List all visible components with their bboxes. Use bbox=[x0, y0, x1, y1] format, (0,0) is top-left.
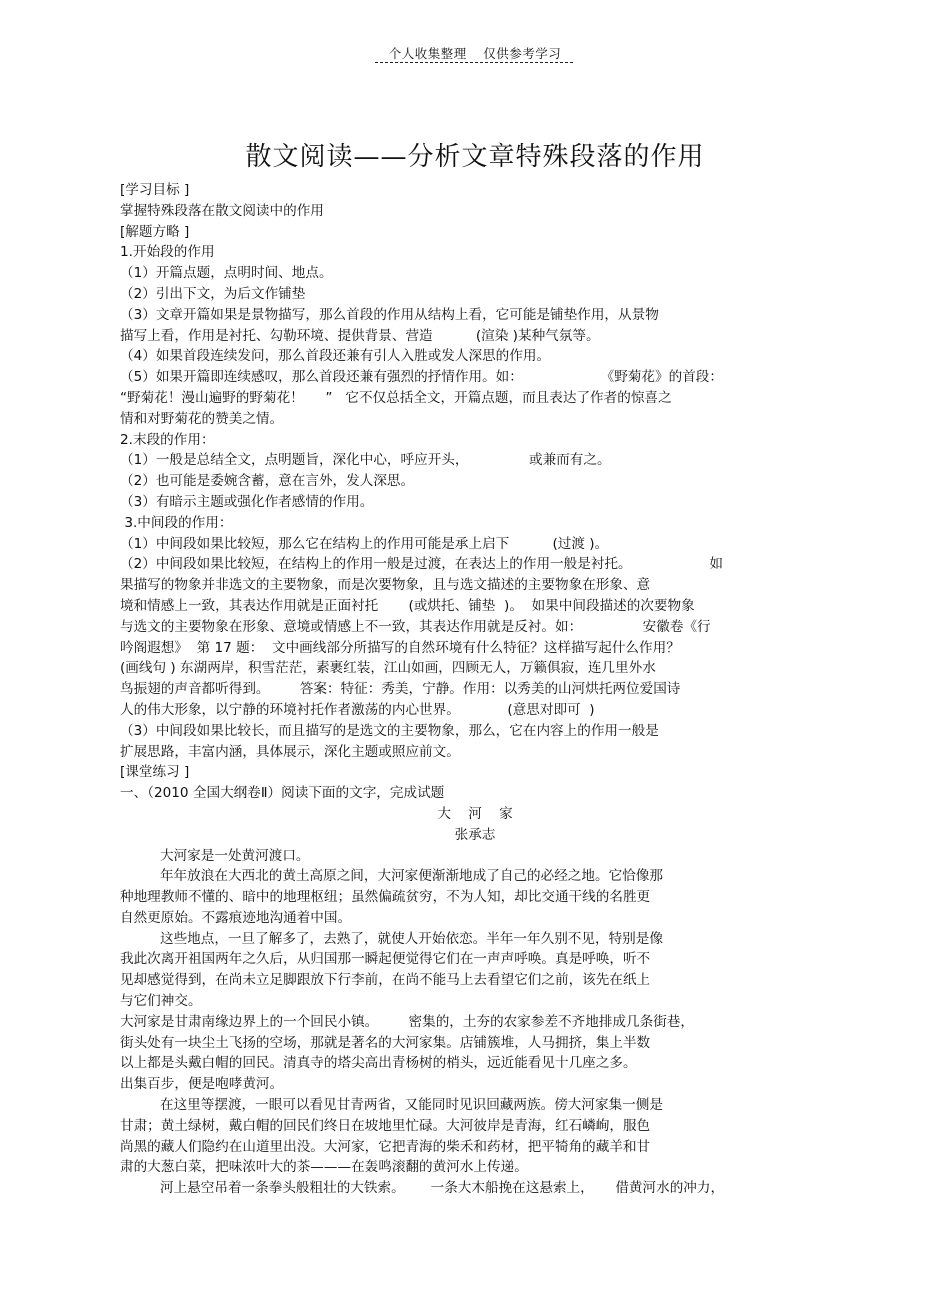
text-line: 大河家是甘肃南缘边界上的一个回民小镇。 密集的，土夯的农家参差不齐地排成几条街巷， bbox=[120, 1013, 694, 1030]
page-header bbox=[0, 44, 950, 62]
text-line: 我此次离开祖国两年之久后，从归国那一瞬起便觉得它们在一声声呼唤。真是呼唤，听不 bbox=[120, 951, 651, 968]
text-line: 河上悬空吊着一条拳头般粗壮的大铁索。 一条大木船挽在这悬索上， 借黄河水的冲力， bbox=[160, 1180, 725, 1197]
text-line: 甘肃；黄土绿树，戴白帽的回民们终日在坡地里忙碌。大河彼岸是青海，红石嶙峋，服色 bbox=[120, 1117, 651, 1134]
text-line: 一、（2010 全国大纲卷Ⅱ）阅读下面的文字，完成试题 bbox=[120, 785, 445, 802]
text-line: 尚黑的藏人们隐约在山道里出没。大河家，它把青海的柴禾和药材，把平犄角的藏羊和甘 bbox=[120, 1138, 651, 1155]
text-line: 果描写的物象并非选文的主要物象，而是次要物象，且与选文描述的主要物象在形象、意 bbox=[120, 577, 651, 594]
text-line: 张承志 bbox=[454, 826, 496, 843]
text-line: 鸟振翅的声音都听得到。 答案：特征：秀美，宁静。作用：以秀美的山河烘托两位爱国诗 bbox=[120, 681, 681, 698]
text-line: 这些地点，一旦了解多了，去熟了，就使人开始依恋。半年一年久别不见，特别是像 bbox=[160, 930, 663, 947]
text-line: “野菊花！漫山遍野的野菊花！ ” 它不仅总括全文，开篇点题，而且表达了作者的惊喜之 bbox=[120, 389, 672, 406]
text-line: 在这里等摆渡，一眼可以看见甘青两省，又能同时见识回藏两族。傍大河家集一侧是 bbox=[160, 1097, 663, 1114]
document-title: 散文阅读——分析文章特殊段落的作用 bbox=[245, 142, 705, 172]
text-line: 与它们神交。 bbox=[120, 993, 202, 1010]
header-left-text: 个人收集整理 bbox=[388, 46, 467, 61]
text-line: （2）中间段如果比较短，在结构上的作用一般是过渡，在表达上的作用一般是衬托。 如 bbox=[120, 556, 723, 573]
text-line: 情和对野菊花的赞美之情。 bbox=[120, 410, 284, 427]
text-line: 与选文的主要物象在形象、意境或情感上不一致，其表达作用就是反衬。如： 安徽卷《行 bbox=[120, 618, 711, 635]
text-line: 3.中间段的作用： bbox=[120, 514, 233, 531]
text-line: 出集百步，便是咆哮黄河。 bbox=[120, 1076, 284, 1093]
text-line: 2.末段的作用： bbox=[120, 431, 215, 448]
text-line: 自然更原始。不露痕迹地沟通着中国。 bbox=[120, 909, 352, 926]
text-line: 扩展思路，丰富内涵，具体展示，深化主题或照应前文。 bbox=[120, 743, 460, 760]
text-line: 描写上看，作用是衬托、勾勒环境、提供背景、营造 (渲染 )某种气氛等。 bbox=[120, 327, 600, 344]
text-line: （1）中间段如果比较短，那么它在结构上的作用可能是承上启下 (过渡 )。 bbox=[120, 535, 609, 552]
text-line: 掌握特殊段落在散文阅读中的作用 bbox=[120, 202, 324, 219]
text-line: 街头处有一块尘土飞扬的空场，那就是著名的大河家集。店铺簇堆，人马拥挤，集上半数 bbox=[120, 1034, 651, 1051]
text-line: 1.开始段的作用 bbox=[120, 244, 215, 261]
text-line: 种地理教师不懂的、暗中的地理枢纽；虽然偏疏贫穷，不为人知，却比交通干线的名胜更 bbox=[120, 889, 651, 906]
text-line: 年年放浪在大西北的黄土高原之间，大河家便渐渐地成了自己的必经之地。它恰像那 bbox=[160, 868, 663, 885]
text-line: （1）一般是总结全文，点明题旨，深化中心，呼应开头， 或兼而有之。 bbox=[120, 452, 611, 469]
text-line: [学习目标 ] bbox=[120, 182, 190, 198]
header-right-text: 仅供参考学习 bbox=[483, 46, 562, 61]
text-line: 见却感觉得到，在尚未立足脚跟放下行李前，在尚不能马上去看望它们之前，该先在纸上 bbox=[120, 972, 651, 989]
text-line: 大 河 家 bbox=[437, 805, 513, 822]
text-line: 人的伟大形象，以宁静的环境衬托作者激荡的内心世界。 (意思对即可 ) bbox=[120, 701, 595, 718]
text-line: [课堂练习 ] bbox=[120, 764, 190, 781]
document-body bbox=[120, 180, 830, 1199]
text-line: （3）中间段如果比较长，而且描写的是选文的主要物象，那么，它在内容上的作用一般是 bbox=[120, 722, 659, 739]
text-line: （4）如果首段连续发问，那么首段还兼有引人入胜或发人深思的作用。 bbox=[120, 348, 551, 365]
header-divider bbox=[375, 62, 573, 63]
text-line: （1）开篇点题，点明时间、地点。 bbox=[120, 265, 333, 282]
text-line: （5）如果开篇即连续感叹，那么首段还兼有强烈的抒情作用。如： 《野菊花》的首段： bbox=[120, 369, 723, 386]
text-line: （3）有暗示主题或强化作者感情的作用。 bbox=[120, 493, 374, 510]
text-line: 大河家是一处黄河渡口。 bbox=[160, 847, 310, 864]
text-line: （3）文章开篇如果是景物描写，那么首段的作用从结构上看，它可能是铺垫作用，从景物 bbox=[120, 306, 659, 323]
text-line: 以上都是头戴白帽的回民。清真寺的塔尖高出青杨树的梢头，远近能看见十几座之多。 bbox=[120, 1055, 637, 1072]
text-line: 肃的大葱白菜，把味浓叶大的茶———在轰鸣滚翻的黄河水上传递。 bbox=[120, 1159, 528, 1176]
text-line: 吟阁遐想》 第 17 题： 文中画线部分所描写的自然环境有什么特征？这样描写起什么作用？ bbox=[120, 639, 680, 656]
text-line: 境和情感上一致，其表达作用就是正面衬托 (或烘托、铺垫 )。 如果中间段描述的次要物象 bbox=[120, 597, 695, 614]
text-line: （2）引出下文，为后文作铺垫 bbox=[120, 285, 306, 302]
text-line: (画线句 ) 东湖两岸，积雪茫茫，素裹红装，江山如画，四顾无人，万籁俱寂，连几里外水 bbox=[120, 660, 656, 677]
text-line: [解题方略 ] bbox=[120, 223, 190, 240]
text-line: （2）也可能是委婉含蓄，意在言外，发人深思。 bbox=[120, 473, 415, 490]
